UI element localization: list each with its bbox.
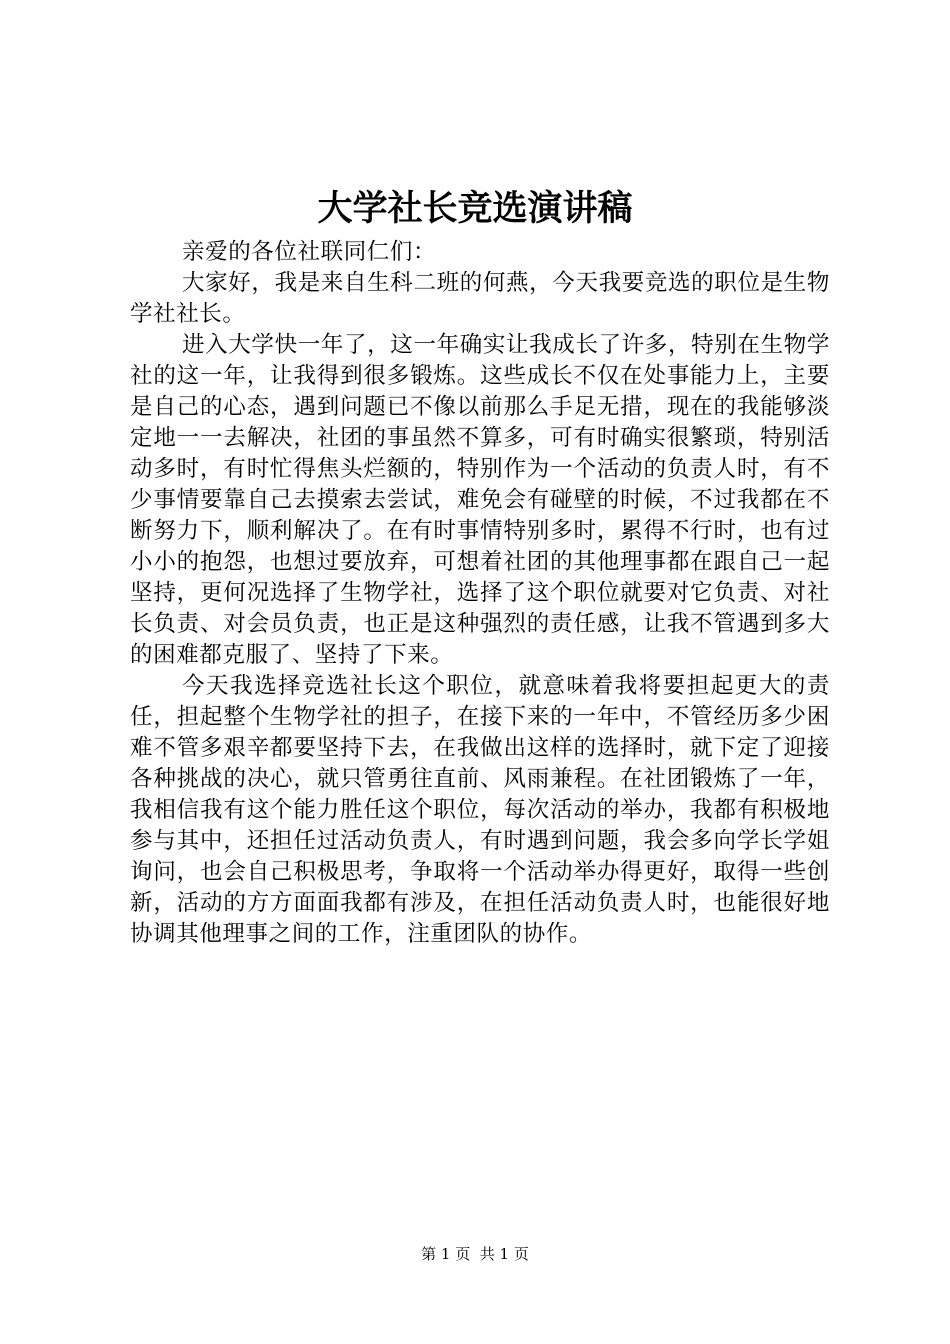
document-body (130, 237, 830, 950)
page-number: 第 1 页 (421, 1245, 471, 1263)
salutation-paragraph: 亲爱的各位社联同仁们： (182, 239, 437, 265)
document-title: 大学社长竞选演讲稿 (317, 188, 633, 229)
page-total: 共 1 页 (479, 1245, 529, 1263)
page-footer (0, 1243, 950, 1265)
body-paragraph: 进入大学快一年了，这一年确实让我成长了许多，特别在生物学社的这一年，让我得到很多锻炼。这些成长不仅在处事能力上，主要是自己的心态，遇到问题已不像以前那么手足无措，现在的我能够淡定地一一去解决，社团的事虽然不算多，可有时确实很繁琐，特别活动多时，有时忙得焦头烂额的，特别作为一个活动的负责人时，有不少事情要靠自己去摸索去尝试，难免会有碰壁的时候，不过我都在不断努力下，顺利解决了。在有时事情特别多时，累得不行时，也有过小小的抱怨，也想过要放弃，可想着社团的其他理事都在跟自己一起坚持，更何况选择了生物学社，选择了这个职位就要对它负责、对社长负责、对会员负责，也正是这种强烈的责任感，让我不管遇到多大的困难都克服了、坚持了下来。 (130, 332, 830, 668)
greeting-paragraph: 大家好，我是来自生科二班的何燕，今天我要竞选的职位是生物学社社长。 (130, 270, 830, 327)
body-paragraph: 今天我选择竞选社长这个职位，就意味着我将要担起更大的责任，担起整个生物学社的担子，在接下来的一年中，不管经历多少困难不管多艰辛都要坚持下去，在我做出这样的选择时，就下定了迎接各种挑战的决心，就只管勇往直前、风雨兼程。在社团锻炼了一年，我相信我有这个能力胜任这个职位，每次活动的举办，我都有积极地参与其中，还担任过活动负责人，有时遇到问题，我会多向学长学姐询问，也会自己积极思考，争取将一个活动举办得更好，取得一些创新，活动的方方面面我都有涉及，在担任活动负责人时，也能很好地协调其他理事之间的工作，注重团队的协作。 (130, 673, 830, 947)
